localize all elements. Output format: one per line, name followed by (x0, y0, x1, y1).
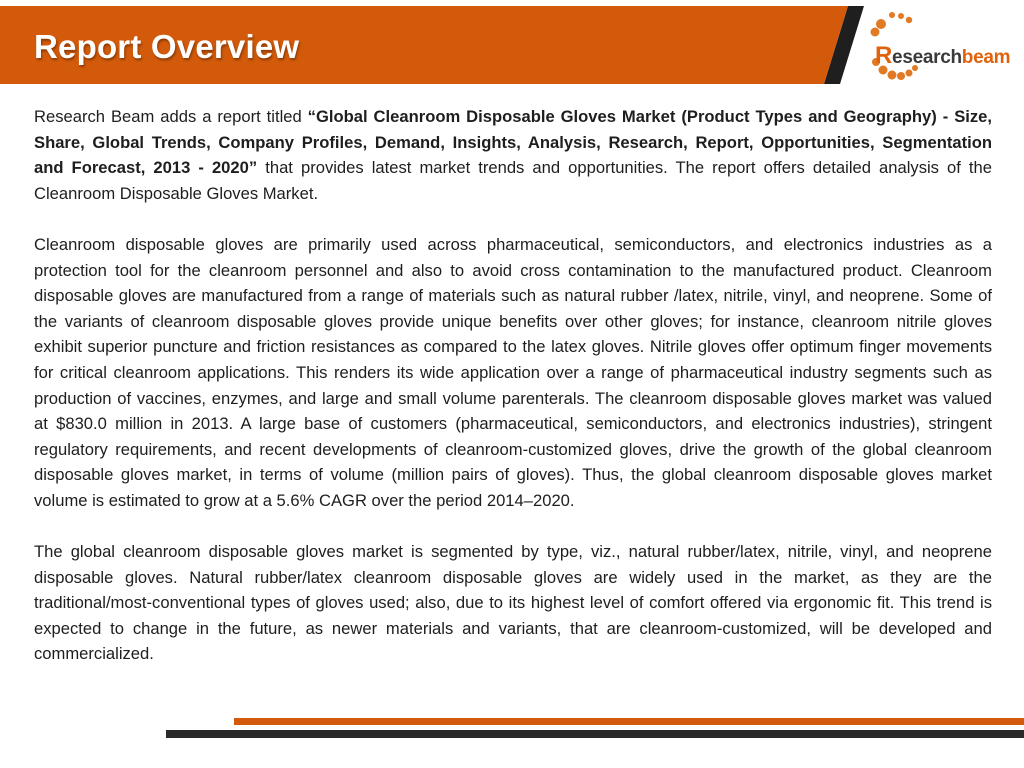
intro-text-end: that provides latest market trends and opportunities. The report offers detailed analysis of the Cleanroom Disposable Gloves Market. (34, 158, 993, 203)
footer-bars (0, 712, 1024, 742)
logo-text-accent: beam (961, 47, 1011, 68)
report-title: “Global Cleanroom Disposable Gloves Market (Product Types and Geography) - Size, Share, Global Trends, Company Profiles, Demand, Insights, Analysis, Research, Report, Opportunities, Segmentation and Forecast, 2013 - 2020” (34, 107, 993, 178)
paragraph-description: Cleanroom disposable gloves are primarily used across pharmaceutical, semiconductors, and electronics industries as a protection tool for the cleanroom personnel and also to avoid cross contamination to the manufactured product. Cleanroom disposable gloves are manufactured from a range of materials such as natural rubber /latex, nitrile, vinyl, and neoprene. Some of the variants of cleanroom disposable gloves provide unique benefits over other gloves; for instance, cleanroom nitrile gloves exhibit superior puncture and friction resistances as compared to the latex gloves. Nitrile gloves offer optimum finger movements for critical cleanroom applications. This renders its wide application over a range of pharmaceutical industry segments such as production of vaccines, enzymes, and large and small volume parenterals. The cleanroom disposable gloves market was valued at $830.0 million in 2013. A large base of customers (pharmaceutical, semiconductors, and electronics industries), stringent regulatory requirements, and recent developments of cleanroom-customized gloves, drive the growth of the global cleanroom disposable gloves market, in terms of volume (million pairs of gloves). Thus, the global cleanroom disposable gloves market volume is estimated to grow at a 5.6% CAGR over the period 2014–2020. (34, 234, 992, 510)
logo-text-dark: esearch (892, 47, 962, 68)
paragraph-intro (34, 104, 992, 206)
footer-dark-bar (166, 730, 1024, 738)
logo-wordmark (875, 42, 1010, 70)
slide-header (0, 0, 1024, 92)
footer-orange-bar (234, 718, 1024, 725)
paragraph-segmentation: The global cleanroom disposable gloves market is segmented by type, viz., natural rubber/latex, nitrile, vinyl, and neoprene disposable gloves. Natural rubber/latex cleanroom disposable gloves are widely used in the market, as they are the traditional/most-conventional types of gloves used; also, due to its highest level of comfort offered via ergonomic fit. This trend is expected to change in the future, as newer materials and variants, that are cleanroom-customized, will be developed and commercialized. (34, 542, 992, 664)
page-title: Report Overview (34, 28, 300, 65)
intro-text: Research Beam adds a report titled (34, 107, 308, 126)
report-overview-body (34, 104, 992, 667)
logo-initial: R (875, 42, 893, 69)
researchbeam-logo (866, 10, 1016, 85)
